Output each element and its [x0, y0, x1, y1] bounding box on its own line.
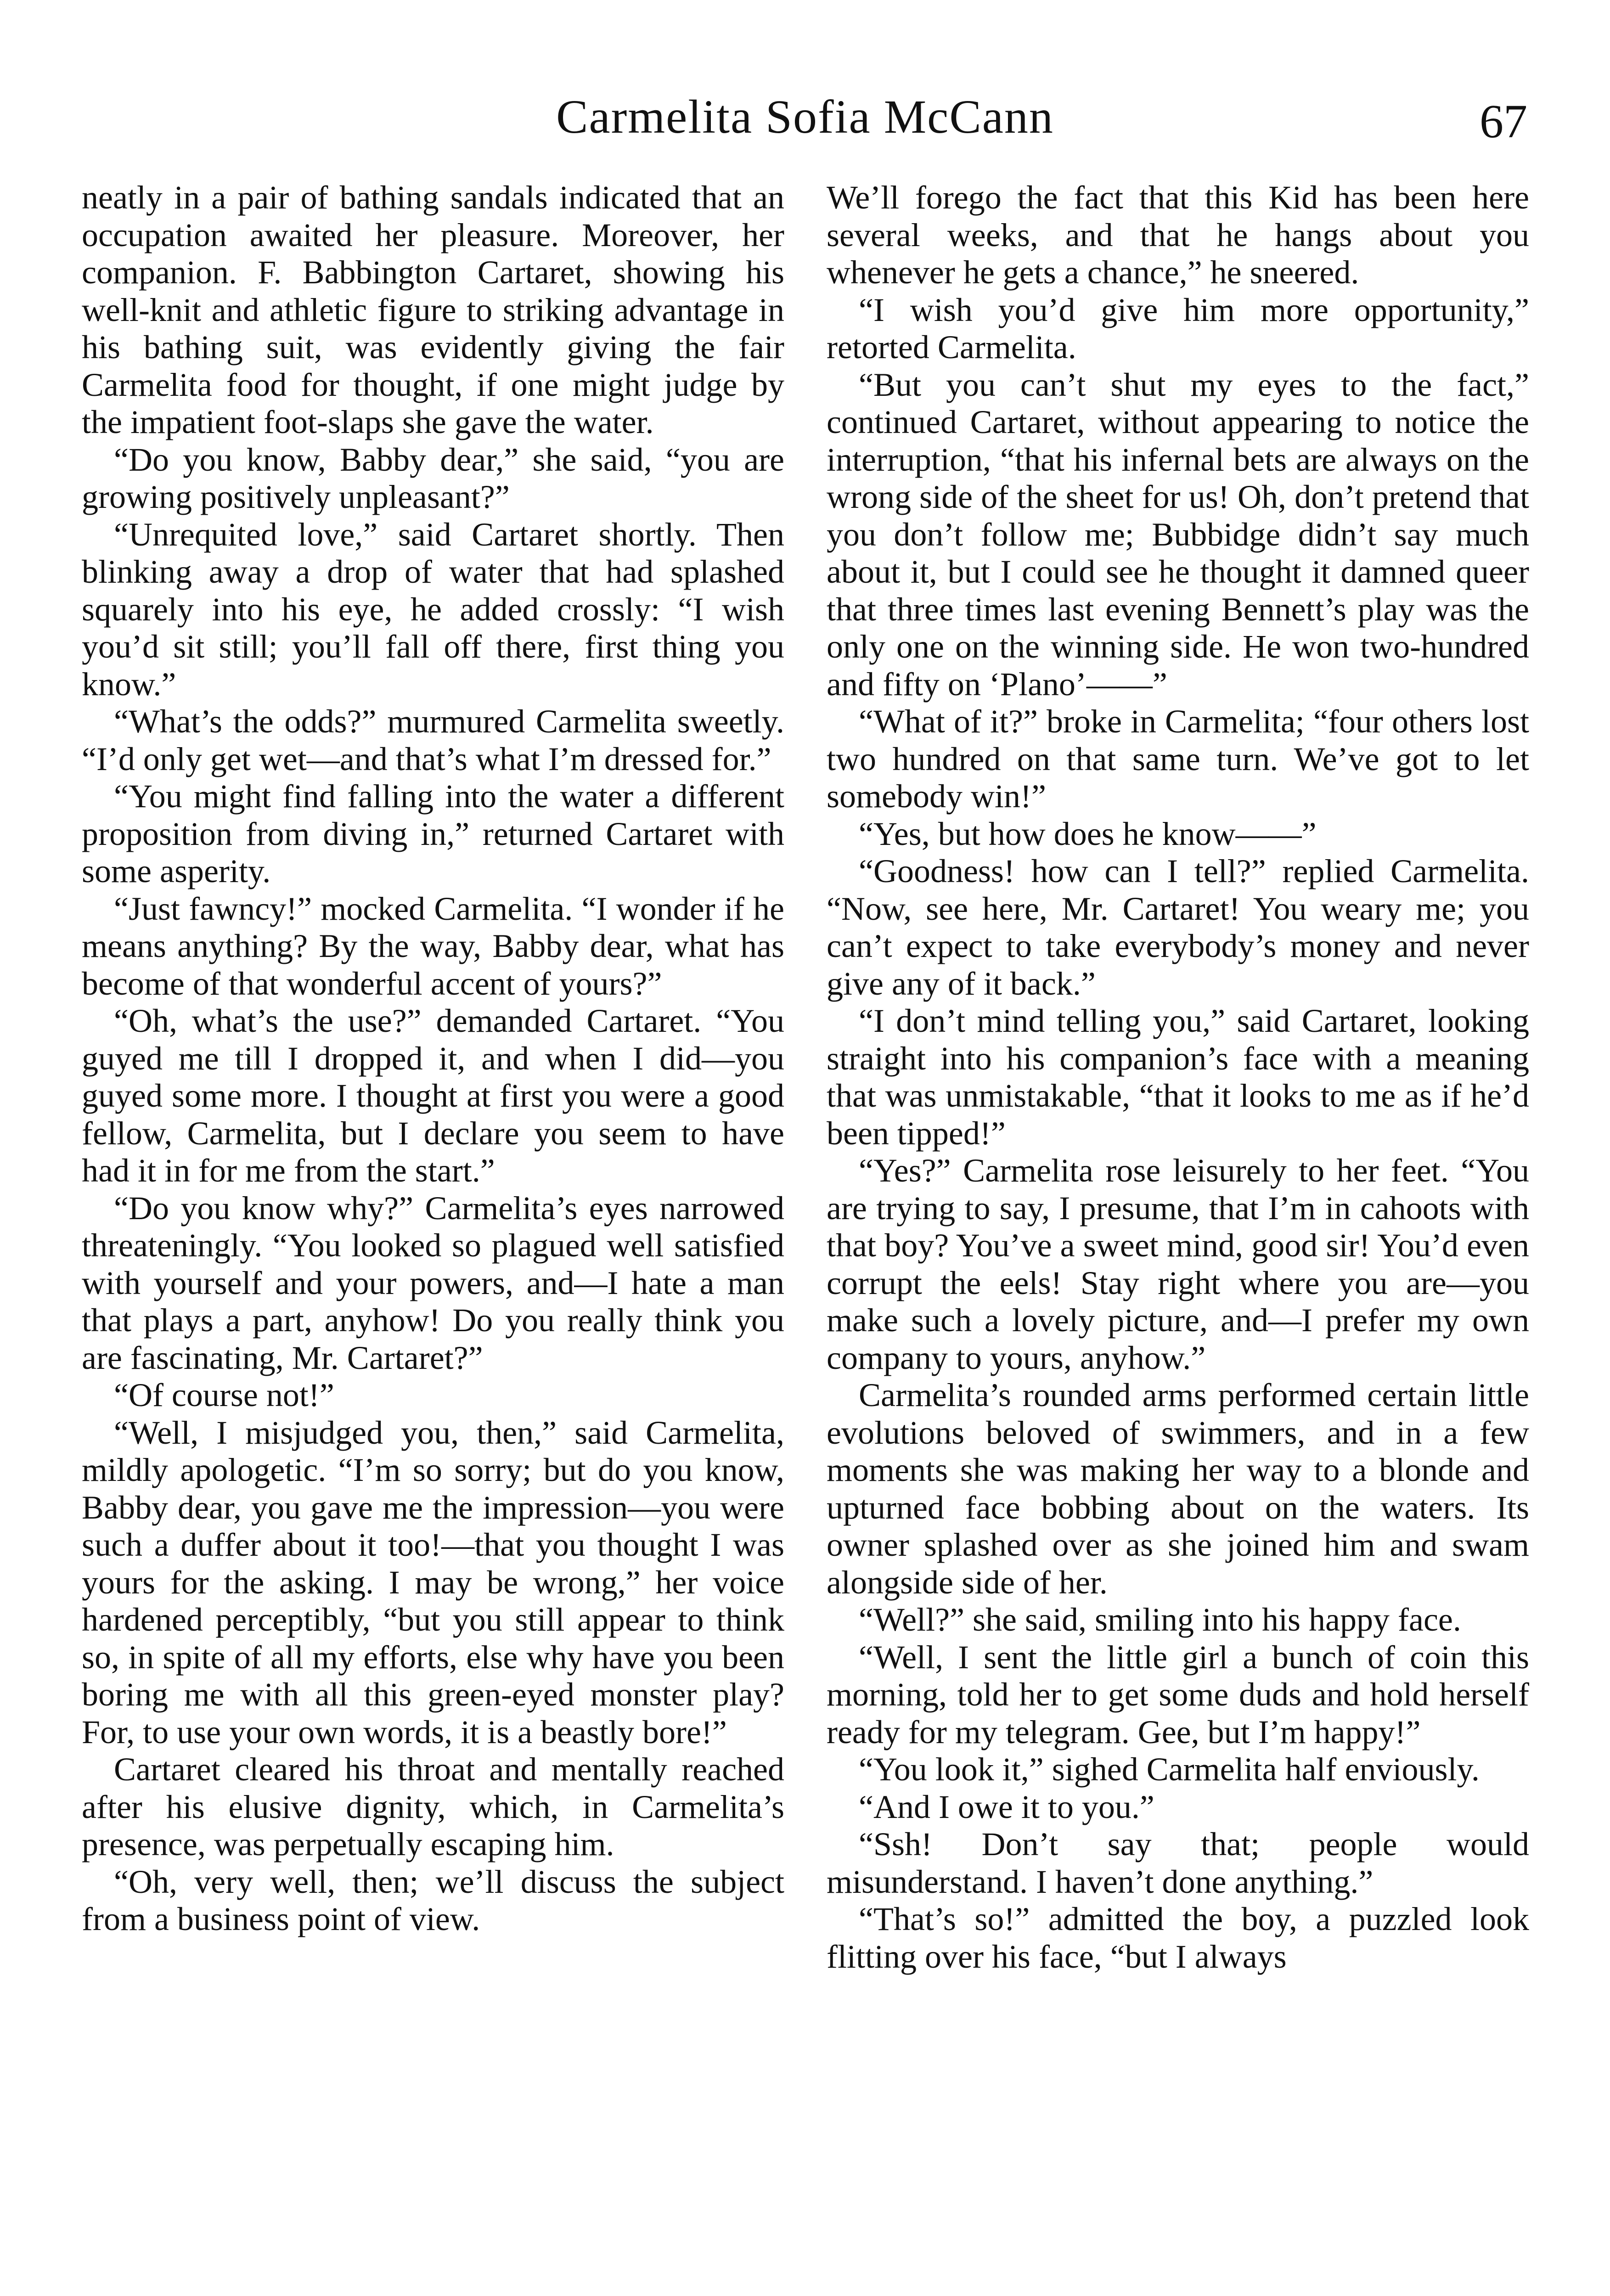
paragraph: “Do you know why?” Carmelita’s eyes narrowed threateningly. “You looked so plagued well satisfied with yourself and your powers, and—I hate a man that plays a part, anyhow! Do you really think you are fascinating, Mr. Cartaret?”	[82, 1189, 784, 1376]
paragraph: “Yes?” Carmelita rose leisurely to her feet. “You are trying to say, I presume, that I’m in cahoots with that boy? You’ve a sweet mind, good sir! You’d even corrupt the eels! Stay right where you are—you make such a lovely picture, and—I prefer my own company to yours, anyhow.”	[827, 1152, 1529, 1376]
paragraph: “Well?” she said, smiling into his happy face.	[859, 1601, 1461, 1638]
paragraph: “Yes, but how does he know——”	[859, 815, 1317, 852]
paragraph: “Goodness! how can I tell?” replied Carmelita. “Now, see here, Mr. Cartaret! You weary me; you can’t expect to take everybody’s money and never give any of it back.”	[827, 853, 1529, 1002]
paragraph: “What’s the odds?” murmured Carmelita sweetly. “I’d only get wet—and that’s what I’m dressed for.”	[82, 703, 784, 777]
paragraph: “And I owe it to you.”	[859, 1788, 1154, 1825]
paragraph: “You might find falling into the water a different proposition from diving in,” returned Cartaret with some asperity.	[82, 778, 784, 889]
paragraph: neatly in a pair of bathing sandals indicated that an occupation awaited her pleasure. Moreover, her companion. F. Babbington Cartaret, showing his well-knit and athletic figure to striking advantage in his bathing suit, was evidently giving the fair Carmelita food for thought, if one might judge by the impatient foot-slaps she gave the water.	[82, 179, 784, 440]
left-column	[82, 179, 784, 1938]
paragraph: Carmelita’s rounded arms performed certain little evolutions beloved of swimmers, and in a few moments she was making her way to a blonde and upturned face bobbing about on the waters. Its owner splashed over as she joined him and swam alongside side of her.	[827, 1377, 1529, 1601]
paragraph: “Oh, what’s the use?” demanded Cartaret. “You guyed me till I dropped it, and when I did—you guyed some more. I thought at first you were a good fellow, Carmelita, but I declare you seem to have had it in for me from the start.”	[82, 1002, 784, 1189]
paragraph: Cartaret cleared his throat and mentally reached after his elusive dignity, which, in Carmelita’s presence, was perpetually escaping him.	[82, 1751, 784, 1863]
page-header	[0, 80, 1610, 158]
right-column	[827, 179, 1529, 1975]
paragraph: “But you can’t shut my eyes to the fact,” continued Cartaret, without appearing to notice the interruption, “that his infernal bets are always on the wrong side of the sheet for us! Oh, don’t pretend that you don’t follow me; Bubbidge didn’t say much about it, but I could see he thought it damned queer that three times last evening Bennett’s play was the only one on the winning side. He won two-hundred and fifty on ‘Plano’——”	[827, 366, 1529, 703]
paragraph: “Unrequited love,” said Cartaret shortly. Then blinking away a drop of water that had splashed squarely into his eye, he added crossly: “I wish you’d sit still; you’ll fall off there, first thing you know.”	[82, 516, 784, 703]
paragraph: “That’s so!” admitted the boy, a puzzled look flitting over his face, “but I always	[827, 1901, 1529, 1975]
paragraph: “Ssh! Don’t say that; people would misunderstand. I haven’t done anything.”	[827, 1826, 1529, 1900]
paragraph: “Of course not!”	[114, 1377, 334, 1413]
paragraph: “You look it,” sighed Carmelita half enviously.	[859, 1751, 1480, 1788]
paragraph: We’ll forego the fact that this Kid has been here several weeks, and that he hangs about you whenever he gets a chance,” he sneered.	[827, 179, 1529, 291]
paragraph: “What of it?” broke in Carmelita; “four others lost two hundred on that same turn. We’ve got to let somebody win!”	[827, 703, 1529, 815]
paragraph: “I wish you’d give him more opportunity,” retorted Carmelita.	[827, 291, 1529, 366]
paragraph: “I don’t mind telling you,” said Cartaret, looking straight into his companion’s face with a meaning that was unmistakable, “that it looks to me as if he’d been tipped!”	[827, 1002, 1529, 1152]
page-number: 67	[1480, 95, 1527, 148]
paragraph: “Oh, very well, then; we’ll discuss the subject from a business point of view.	[82, 1863, 784, 1937]
running-title: Carmelita Sofia McCann	[556, 90, 1054, 143]
paragraph: “Do you know, Babby dear,” she said, “you are growing positively unpleasant?”	[82, 441, 784, 515]
paragraph: “Well, I sent the little girl a bunch of coin this morning, told her to get some duds and hold herself ready for my telegram. Gee, but I’m happy!”	[827, 1638, 1529, 1750]
paragraph: “Just fawncy!” mocked Carmelita. “I wonder if he means anything? By the way, Babby dear, what has become of that wonderful accent of yours?”	[82, 890, 784, 1002]
paragraph: “Well, I misjudged you, then,” said Carmelita, mildly apologetic. “I’m so sorry; but do you know, Babby dear, you gave me the impression—you were such a duffer about it too!—that you thought I was yours for the asking. I may be wrong,” her voice hardened perceptibly, “but you still appear to think so, in spite of all my efforts, else why have you been boring me with all this green-eyed monster play? For, to use your own words, it is a beastly bore!”	[82, 1414, 784, 1750]
